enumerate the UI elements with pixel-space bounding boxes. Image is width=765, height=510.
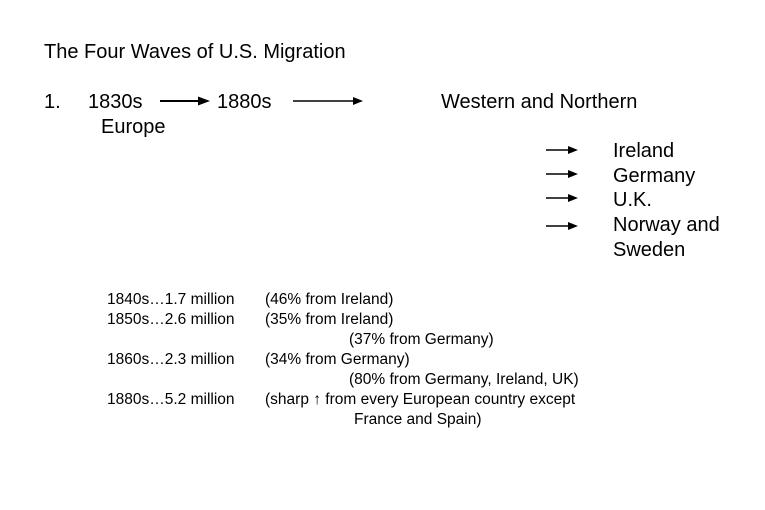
stat-detail: (80% from Germany, Ireland, UK) xyxy=(349,371,579,388)
stat-decade: 1860s…2.3 million xyxy=(107,351,235,368)
arrow-right-icon xyxy=(293,95,363,107)
stat-decade: 1840s…1.7 million xyxy=(107,291,235,308)
stat-detail: (46% from Ireland) xyxy=(265,291,394,308)
stat-detail: (37% from Germany) xyxy=(349,331,494,348)
stat-decade: 1850s…2.6 million xyxy=(107,311,235,328)
wave-number: 1. xyxy=(44,91,61,113)
arrow-right-icon xyxy=(160,95,210,107)
stat-detail: France and Spain) xyxy=(354,411,482,428)
wave-start-decade: 1830s xyxy=(88,91,143,113)
arrow-right-icon xyxy=(546,144,578,156)
wave-origin: Europe xyxy=(101,116,166,138)
stat-detail: (35% from Ireland) xyxy=(265,311,394,328)
stat-detail: (sharp ↑ from every European country except xyxy=(265,391,576,408)
country-item: Ireland xyxy=(613,140,675,162)
wave-region: Western and Northern xyxy=(441,91,638,113)
wave-end-decade: 1880s xyxy=(217,91,272,113)
stat-detail: (34% from Germany) xyxy=(265,351,410,368)
arrow-right-icon xyxy=(546,192,578,204)
country-item: Sweden xyxy=(613,239,686,261)
arrow-right-icon xyxy=(546,220,578,232)
country-item: U.K. xyxy=(613,189,652,211)
slide-title: The Four Waves of U.S. Migration xyxy=(44,41,346,63)
stat-decade: 1880s…5.2 million xyxy=(107,391,235,408)
country-item: Germany xyxy=(613,165,696,187)
country-item: Norway and xyxy=(613,214,720,236)
arrow-right-icon xyxy=(546,168,578,180)
